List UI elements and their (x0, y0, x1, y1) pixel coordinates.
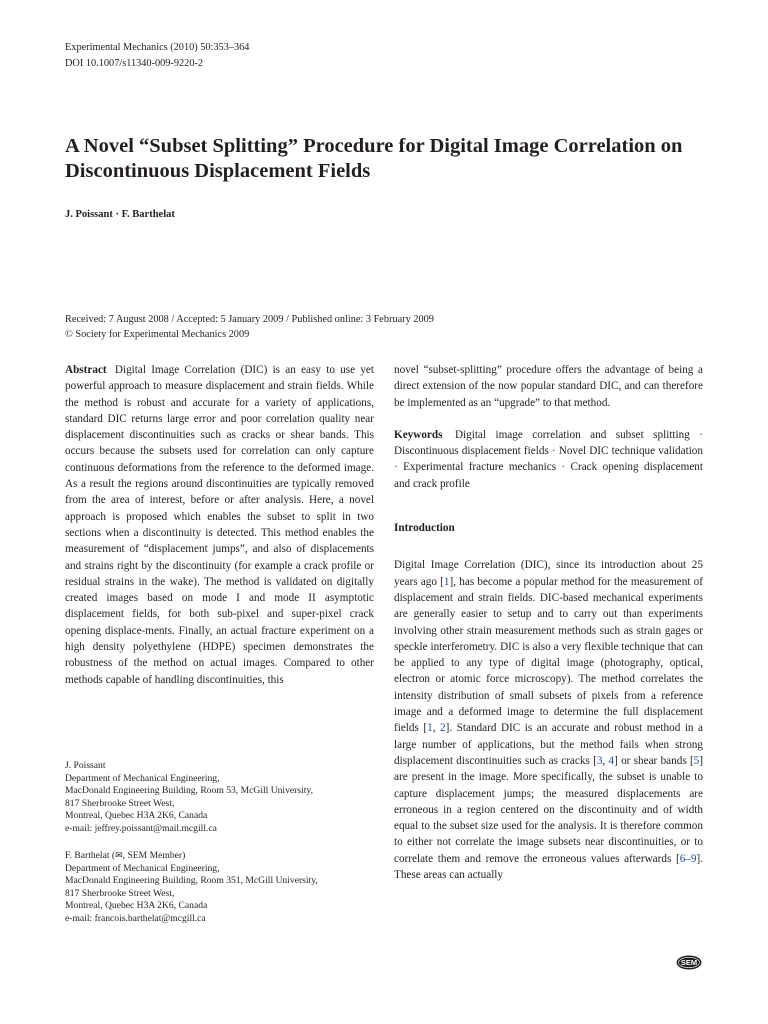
citation-link[interactable]: 5 (693, 754, 700, 767)
left-column (65, 362, 374, 688)
affiliation-line: 817 Sherbrooke Street West, (65, 797, 175, 809)
article-title: A Novel “Subset Splitting” Procedure for Digital Image Correlation on Discontinuous Displacement Fields (65, 135, 683, 182)
introduction-paragraph: Digital Image Correlation (DIC), since its introduction about 25 years ago [1], has become a popular method for the measurement of displacement and strain fields. DIC-based mechanical experiments are generally easier to setup and to carry out than experiments involving other strain measurement methods such as strain gages or speckle interferometry. DIC is also a very flexible technique that can be applied to any type of digital image (photography, optical, electron or atomic force microscopy). The method correlates the intensity distribution of small subsets of pixels from a reference image and a deformed image to determine the full displacement fields [1, 2]. Standard DIC is an accurate and robust method in a large number of applications, but the method fails when strong displacement discontinuities such as cracks [3, 4] or shear bands [5] are present in the image. More specifically, the subset is unable to capture displacement jumps; the measured displacements are erroneous in a region centered on the discontinuity and of width equal to the subset size used for the analysis. It is therefore common to either not correlate the image subsets near discontinuities, or to correlate them and remove the erroneous values afterwards [6–9]. These areas can actually (394, 559, 704, 882)
citation-link[interactable]: 4 (608, 754, 615, 767)
affiliation-email: e-mail: jeffrey.poissant@mail.mcgill.ca (65, 822, 217, 834)
affiliation-line: Department of Mechanical Engineering, (65, 862, 220, 874)
abstract-continuation: novel “subset-splitting” procedure offers the advantage of being a direct extension of the now popular standard DIC, and can therefore be implemented as an “upgrade” to that method. (394, 364, 703, 409)
keywords (394, 427, 703, 492)
history-dates: Received: 7 August 2008 / Accepted: 5 January 2009 / Published online: 3 February 2009 (65, 314, 434, 325)
right-column (394, 362, 703, 883)
affiliation-name-prefix: F. Barthelat ( (65, 850, 116, 861)
journal-header (65, 40, 249, 71)
affiliation-line: Department of Mechanical Engineering, (65, 772, 220, 784)
affiliation-line: Montreal, Quebec H3A 2K6, Canada (65, 810, 208, 822)
introduction-heading: Introduction (394, 522, 455, 535)
affiliation-email: e-mail: francois.barthelat@mcgill.ca (65, 912, 206, 924)
citation-link[interactable]: 3 (596, 754, 603, 767)
keywords-label: Keywords (394, 428, 443, 441)
affiliation-line: J. Poissant (65, 760, 106, 771)
author-list: J. Poissant · F. Barthelat (65, 209, 175, 220)
affiliation-line: MacDonald Engineering Building, Room 53, McGill University, (65, 785, 313, 797)
affiliation-line: MacDonald Engineering Building, Room 351, McGill University, (65, 875, 318, 887)
sem-logo (676, 955, 702, 970)
affiliation-name (65, 850, 375, 863)
abstract-label: Abstract (65, 364, 107, 376)
copyright-line: © Society for Experimental Mechanics 2009 (65, 329, 250, 340)
abstract-text: Digital Image Correlation (DIC) is an easy to use yet powerful approach to measure displacement and strain fields. While the method is robust and accurate for a variety of applications, standard DIC returns large error and poor correlation quality near displacement discontinuities such as cracks or shear bands. This occurs because the subsets used for correlation can only capture continuous deformations from the reference to the deformed image. As a result the regions around discontinuities are typically removed from the area of interest, before or after analysis. Here, a novel approach is proposed which enables the subset to split in two sections when a discontinuity is detected. This method enables the measurement of “displacement jumps”, and also of displacements and strains right by the discontinuity (for example a crack profile or residual strains in the wake). The method is validated on digitally created images based on mode I and mode II asymptotic displacement fields, for both sub-pixel and super-pixel crack opening displace-ments. Finally, an actual fracture experiment on a high density polyethylene (HDPE) specimen demonstrates the robustness of the method on actual images. Compared to other methods capable of handling discontinuities, this (65, 364, 375, 686)
keywords-text: Digital image correlation and subset splitting · Discontinuous displacement fields · Novel DIC technique validation · Experimental fracture mechanics · Crack opening displacement and crack profile (394, 428, 703, 490)
citation-link[interactable]: 1 (427, 722, 433, 735)
article-history (65, 312, 434, 342)
affiliation-line: 817 Sherbrooke Street West, (65, 887, 175, 899)
sem-logo-text: SEM (680, 958, 698, 968)
journal-citation: Experimental Mechanics (2010) 50:353–364 (65, 42, 250, 53)
affiliation-name-suffix: , SEM Member) (122, 850, 186, 861)
citation-link[interactable]: 1 (443, 575, 450, 588)
affiliation-poissant (65, 760, 375, 836)
affiliation-barthelat (65, 850, 375, 926)
citation-link[interactable]: 6–9 (679, 852, 697, 865)
envelope-icon: ✉ (115, 851, 123, 861)
citation-link[interactable]: 2 (440, 722, 446, 735)
abstract (65, 362, 374, 688)
affiliation-line: Montreal, Quebec H3A 2K6, Canada (65, 900, 208, 912)
doi: DOI 10.1007/s11340-009-9220-2 (65, 57, 204, 69)
